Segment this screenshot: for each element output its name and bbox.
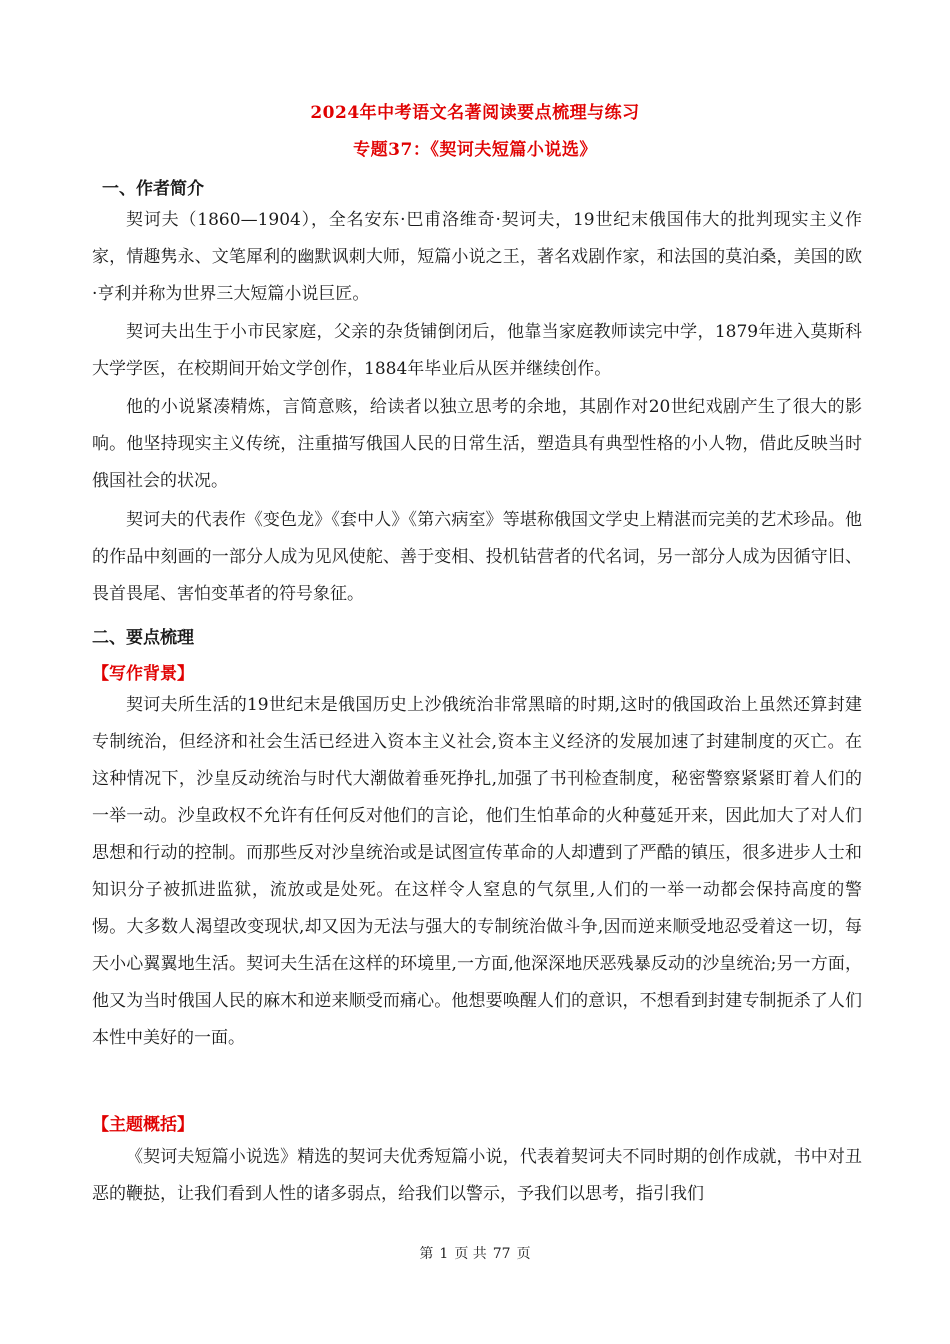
- section-heading-author: 一、作者简介: [102, 179, 204, 199]
- footer-middle: 页 共: [454, 1246, 487, 1262]
- section-heading-key-points: 二、要点梳理: [92, 628, 194, 648]
- footer-total-pages: 77: [492, 1246, 511, 1262]
- author-paragraph-1: 契诃夫（1860—1904），全名安东·巴甫洛维奇·契诃夫，19世纪末俄国伟大的批判现实主义作家，情趣隽永、文笔犀利的幽默讽刺大师，短篇小说之王，著名戏剧作家，和法国的莫泊桑，美国的欧·亨利并称为世界三大短篇小说巨匠。: [92, 210, 862, 304]
- footer-prefix: 第: [419, 1246, 434, 1262]
- background-tag: 【写作背景】: [92, 664, 194, 684]
- background-paragraph: 契诃夫所生活的19世纪末是俄国历史上沙俄统治非常黑暗的时期,这时的俄国政治上虽然还算封建专制统治，但经济和社会生活已经进入资本主义社会,资本主义经济的发展加速了封建制度的灭亡。在这种情况下，沙皇反动统治与时代大潮做着垂死挣扎,加强了书刊检查制度，秘密警察紧紧盯着人们的一举一动。沙皇政权不允许有任何反对他们的言论，他们生怕革命的火种蔓延开来，因此加大了对人们思想和行动的控制。而那些反对沙皇统治或是试图宣传革命的人却遭到了严酷的镇压，很多进步人士和知识分子被抓进监狱，流放或是处死。在这样令人窒息的气氛里,人们的一举一动都会保持高度的警惕。大多数人渴望改变现状,却又因为无法与强大的专制统治做斗争,因而逆来顺受地忍受着这一切，每天小心翼翼地生活。契诃夫生活在这样的环境里,一方面,他深深地厌恶残暴反动的沙皇统治;另一方面，他又为当时俄国人民的麻木和逆来顺受而痛心。他想要唤醒人们的意识，不想看到封建专制扼杀了人们本性中美好的一面。: [92, 695, 862, 1048]
- footer-suffix: 页: [516, 1246, 531, 1262]
- author-paragraph-4: 契诃夫的代表作《变色龙》《套中人》《第六病室》等堪称俄国文学史上精湛而完美的艺术珍品。他的作品中刻画的一部分人成为见风使舵、善于变相、投机钻营者的代名词，另一部分人成为因循守旧、畏首畏尾、害怕变革者的符号象征。: [92, 510, 862, 604]
- theme-paragraph: 《契诃夫短篇小说选》精选的契诃夫优秀短篇小说，代表着契诃夫不同时期的创作成就，书中对丑恶的鞭挞，让我们看到人性的诸多弱点，给我们以警示，予我们以思考，指引我们: [92, 1147, 862, 1204]
- theme-tag: 【主题概括】: [92, 1115, 194, 1135]
- footer-current-page: 1: [439, 1246, 449, 1262]
- author-paragraph-3: 他的小说紧凑精炼，言简意赅，给读者以独立思考的余地，其剧作对20世纪戏剧产生了很大的影响。他坚持现实主义传统，注重描写俄国人民的日常生活，塑造具有典型性格的小人物，借此反映当时俄国社会的状况。: [92, 397, 862, 491]
- document-subtitle: 专题37：《契诃夫短篇小说选》: [353, 140, 597, 160]
- document-title: 2024年中考语文名著阅读要点梳理与练习: [310, 103, 640, 123]
- page-footer: [0, 1243, 950, 1263]
- author-paragraph-2: 契诃夫出生于小市民家庭，父亲的杂货铺倒闭后，他靠当家庭教师读完中学，1879年进入莫斯科大学学医，在校期间开始文学创作，1884年毕业后从医并继续创作。: [92, 322, 862, 379]
